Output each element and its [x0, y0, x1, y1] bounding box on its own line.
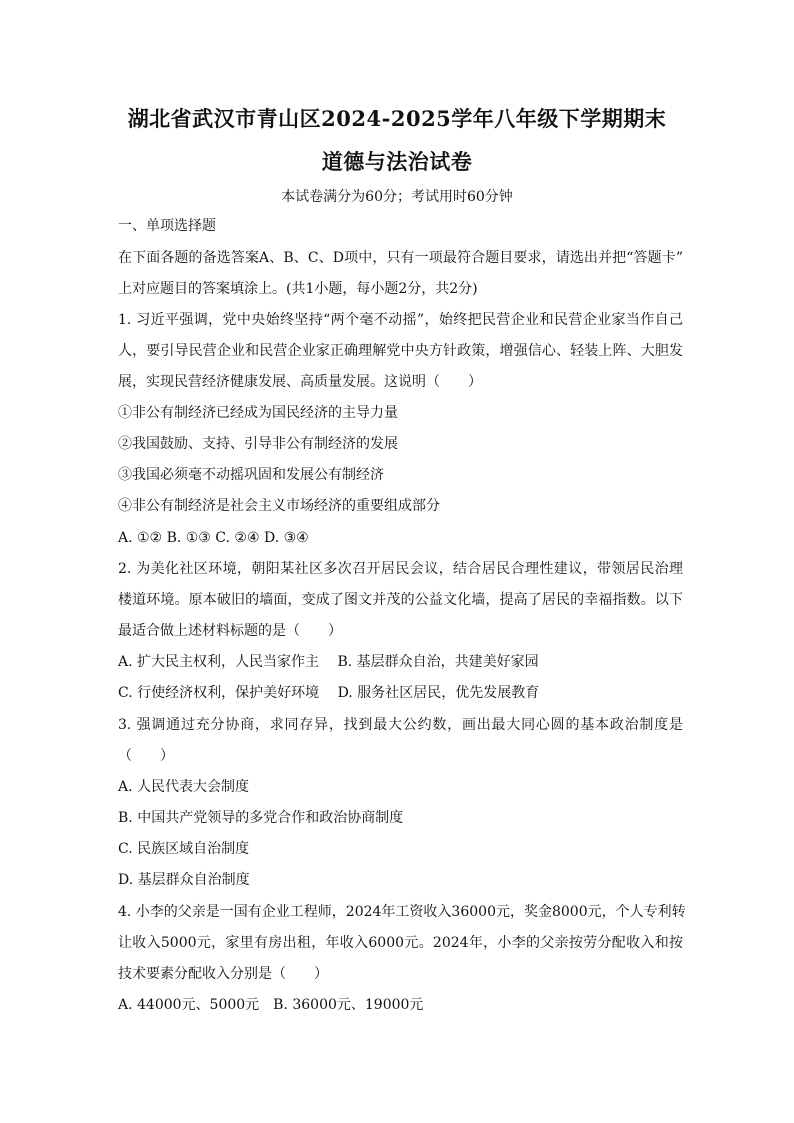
question-2-stem-line: 2. 为美化社区环境，朝阳某社区多次召开居民会议，结合居民合理性建议，带领居民治理: [118, 561, 683, 577]
question-3-stem-line: （ ）: [118, 748, 174, 764]
question-2-option-line: A. 扩大民主权利，人民当家作主 B. 基层群众自治，共建美好家园: [118, 654, 539, 670]
question-1-stem-line: 人，要引导民营企业和民营企业家正确理解党中央方针政策，增强信心、轻装上阵、大胆发: [118, 343, 683, 359]
instruction-line: 在下面各题的备选答案A、B、C、D项中，只有一项最符合题目要求，请选出并把“答题卡”: [118, 250, 683, 266]
question-1-stem-line: 1. 习近平强调，党中央始终坚持“两个毫不动摇”，始终把民营企业和民营企业家当作自己: [118, 312, 683, 328]
question-4-stem-line: 技术要素分配收入分别是（ ）: [118, 966, 328, 982]
question-4-options: A. 44000元、5000元 B. 36000元、19000元: [118, 997, 424, 1013]
exam-title: 湖北省武汉市青山区2024-2025学年八年级下学期期末: [127, 106, 667, 131]
question-3-option: C. 民族区域自治制度: [118, 841, 250, 857]
question-3-option: A. 人民代表大会制度: [118, 779, 250, 795]
question-1-statement: ②我国鼓励、支持、引导非公有制经济的发展: [118, 436, 398, 452]
question-3-option: B. 中国共产党领导的多党合作和政治协商制度: [118, 810, 404, 826]
question-1-options: A. ①② B. ①③ C. ②④ D. ③④: [118, 530, 309, 546]
question-3-option: D. 基层群众自治制度: [118, 872, 250, 888]
exam-subject-title: 道德与法治试卷: [321, 149, 473, 174]
question-1-statement: ③我国必须毫不动摇巩固和发展公有制经济: [118, 467, 384, 483]
question-1-stem-line: 展，实现民营经济健康发展、高质量发展。这说明（ ）: [118, 374, 482, 390]
section-heading: 一、单项选择题: [118, 218, 216, 234]
question-4-stem-line: 让收入5000元，家里有房出租，年收入6000元。2024年，小李的父亲按劳分配收入和按: [118, 935, 683, 951]
question-1-statement: ①非公有制经济已经成为国民经济的主导力量: [118, 405, 398, 421]
exam-info: 本试卷满分为60分；考试用时60分钟: [281, 189, 513, 205]
instruction-line: 上对应题目的答案填涂上。(共1小题，每小题2分，共2分): [118, 281, 478, 297]
question-2-stem-line: 楼道环境。原本破旧的墙面，变成了图文并茂的公益文化墙，提高了居民的幸福指数。以下: [118, 592, 683, 608]
question-2-stem-line: 最适合做上述材料标题的是（ ）: [118, 623, 342, 639]
question-2-option-line: C. 行使经济权利，保护美好环境 D. 服务社区居民，优先发展教育: [118, 685, 540, 701]
question-4-stem-line: 4. 小李的父亲是一国有企业工程师，2024年工资收入36000元，奖金8000元，个人专利转: [118, 904, 686, 920]
question-1-statement: ④非公有制经济是社会主义市场经济的重要组成部分: [118, 498, 440, 514]
question-3-stem-line: 3. 强调通过充分协商，求同存异，找到最大公约数，画出最大同心圆的基本政治制度是: [118, 717, 683, 733]
